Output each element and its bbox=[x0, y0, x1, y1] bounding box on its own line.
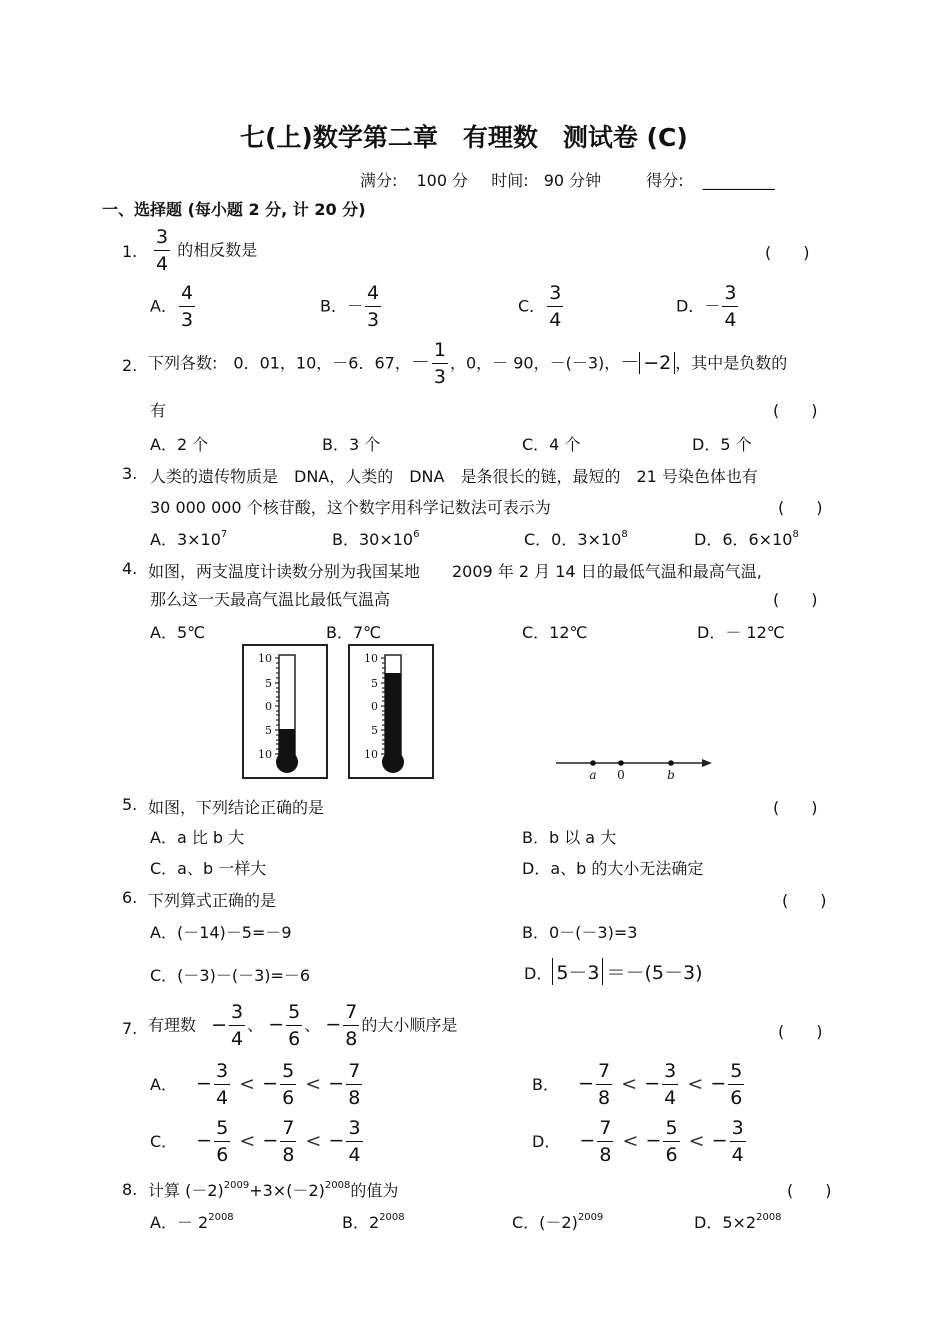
q4-option-a[interactable]: A．5℃ bbox=[150, 623, 206, 642]
q4-option-c[interactable]: C．12℃ bbox=[522, 623, 588, 642]
point-a bbox=[590, 760, 596, 766]
numline-label-b: b bbox=[667, 768, 675, 782]
q6-stem: 下列算式正确的是 bbox=[148, 891, 277, 910]
q3-option-d[interactable]: D．6．$6\times 10^8$ bbox=[694, 528, 799, 549]
t1-tick-2: 0 bbox=[265, 700, 272, 713]
q2-number: 2. bbox=[122, 356, 138, 375]
q5-option-a[interactable]: A．a 比 b 大 bbox=[150, 828, 245, 847]
section-heading: 一、选择题 (每小题 2 分, 计 20 分) bbox=[102, 200, 366, 219]
page-title: 七(上)数学第二章 有理数 测试卷 (C) bbox=[240, 123, 688, 152]
q8-stem: 计算 $(-2)^{2009}+3\times(-2)^{2008}$的值为 bbox=[148, 1179, 399, 1200]
q4-line2: 那么这一天最高气温比最低气温高 bbox=[150, 590, 391, 609]
q2-option-d[interactable]: D．5 个 bbox=[692, 435, 752, 454]
numline-label-zero: 0 bbox=[617, 768, 625, 782]
q1-option-a[interactable]: A． $\frac{4}{3}$ bbox=[150, 282, 194, 331]
numline-label-a: a bbox=[589, 768, 597, 782]
q8-option-a[interactable]: A．－ $2^{2008}$ bbox=[150, 1211, 234, 1232]
thermometer-low bbox=[243, 645, 327, 778]
q3-number: 3. bbox=[122, 464, 138, 483]
q5-option-c[interactable]: C．a、b 一样大 bbox=[150, 859, 267, 878]
t2-tick-3: 5 bbox=[371, 724, 378, 737]
q3-line2: 30 000 000 个核苷酸，这个数字用科学记数法可表示为 bbox=[150, 498, 551, 517]
q1-option-b[interactable]: B．－ $\frac{4}{3}$ bbox=[320, 282, 380, 331]
q4-line1: 如图，两支温度计读数分别为我国某地 2009 年 2 月 14 日的最低气温和最高气温, bbox=[148, 562, 762, 581]
q4-paren[interactable]: ( ) bbox=[773, 590, 818, 609]
q7-stem: 有理数 − $\frac{3}{4}$ 、 − $\frac{5}{6}$ 、 − $\frac{7}{8}$ 的大小顺序是 bbox=[148, 1001, 458, 1050]
q6-number: 6. bbox=[122, 888, 138, 907]
q5-option-b[interactable]: B．b 以 a 大 bbox=[522, 828, 617, 847]
score-label: 得分: bbox=[646, 171, 684, 190]
thermometer-high bbox=[349, 645, 433, 778]
q1-number: 1. bbox=[122, 242, 138, 261]
q8-option-d[interactable]: D．$5\times 2^{2008}$ bbox=[694, 1211, 782, 1232]
score-blank[interactable]: _________ bbox=[702, 171, 775, 190]
q3-option-a[interactable]: A．$3\times 10^7$ bbox=[150, 528, 228, 549]
q2-paren[interactable]: ( ) bbox=[773, 401, 818, 420]
t2-tick-2: 0 bbox=[371, 700, 378, 713]
t2-tick-0: 10 bbox=[364, 652, 378, 665]
q3-line1: 人类的遗传物质是 DNA，人类的 DNA 是条很长的链，最短的 21 号染色体也有 bbox=[150, 467, 758, 486]
q7-option-b[interactable]: B． − $\frac{7}{8}$ < − $\frac{3}{4}$ < − $\frac{5}{6}$ bbox=[532, 1060, 743, 1109]
q8-number: 8. bbox=[122, 1180, 138, 1199]
t1-tick-1: 5 bbox=[265, 677, 272, 690]
q3-option-b[interactable]: B．$30\times 10^6$ bbox=[332, 528, 420, 549]
figure-area bbox=[190, 640, 780, 785]
q1-option-d[interactable]: D．－ $\frac{3}{4}$ bbox=[676, 282, 737, 331]
q2-option-c[interactable]: C．4 个 bbox=[522, 435, 581, 454]
q1-paren[interactable]: ( ) bbox=[765, 243, 810, 262]
full-label: 满分: bbox=[360, 171, 398, 190]
score-info bbox=[360, 168, 775, 191]
q7-option-a[interactable]: A． − $\frac{3}{4}$ < − $\frac{5}{6}$ < − $\frac{7}{8}$ bbox=[150, 1060, 361, 1109]
t2-tick-4: 10 bbox=[364, 748, 378, 761]
q2-stem: 下列各数: 0．01，10，－6．67，－ $\frac{1}{3}$ ，0，－ 90，－(－3)，－ −2 ，其中是负数的 bbox=[148, 339, 788, 388]
q6-option-a[interactable]: A．(－14)－5=－9 bbox=[150, 923, 292, 942]
q3-option-c[interactable]: C．0．$3\times 10^8$ bbox=[524, 528, 628, 549]
q7-option-c[interactable]: C． − $\frac{5}{6}$ < − $\frac{7}{8}$ < − $\frac{3}{4}$ bbox=[150, 1117, 361, 1166]
q1-text: 的相反数是 bbox=[177, 240, 258, 260]
q1-option-c[interactable]: C． $\frac{3}{4}$ bbox=[518, 282, 562, 331]
q7-paren[interactable]: ( ) bbox=[778, 1022, 823, 1041]
q1-fraction: $\frac{3}{4}$ bbox=[156, 226, 169, 275]
q6-paren[interactable]: ( ) bbox=[782, 891, 827, 910]
q1-stem bbox=[152, 228, 257, 274]
q6-option-d[interactable]: D． 5－3 ＝－(5－3) bbox=[524, 958, 703, 985]
q4-number: 4. bbox=[122, 559, 138, 578]
q6-option-b[interactable]: B．0－(－3)=3 bbox=[522, 923, 638, 942]
q4-option-d[interactable]: D．－ 12℃ bbox=[697, 623, 785, 642]
q5-option-d[interactable]: D．a、b 的大小无法确定 bbox=[522, 859, 704, 878]
t1-tick-3: 5 bbox=[265, 724, 272, 737]
q8-paren[interactable]: ( ) bbox=[787, 1181, 832, 1200]
q2-option-b[interactable]: B．3 个 bbox=[322, 435, 381, 454]
q6-option-c[interactable]: C．(－3)－(－3)=－6 bbox=[150, 966, 311, 985]
t2-tick-1: 5 bbox=[371, 677, 378, 690]
t1-tick-0: 10 bbox=[258, 652, 272, 665]
q2-option-a[interactable]: A．2 个 bbox=[150, 435, 209, 454]
q8-option-c[interactable]: C．$(-2)^{2009}$ bbox=[512, 1211, 604, 1232]
time-label: 时间: bbox=[491, 171, 529, 190]
q5-stem: 如图，下列结论正确的是 bbox=[148, 798, 325, 817]
q3-paren[interactable]: ( ) bbox=[778, 498, 823, 517]
point-b bbox=[668, 760, 674, 766]
q7-number: 7. bbox=[122, 1019, 138, 1038]
q4-option-b[interactable]: B．7℃ bbox=[326, 623, 382, 642]
point-zero bbox=[618, 760, 624, 766]
q8-option-b[interactable]: B．$2^{2008}$ bbox=[342, 1211, 405, 1232]
t1-tick-4: 10 bbox=[258, 748, 272, 761]
q7-option-d[interactable]: D． − $\frac{7}{8}$ < − $\frac{5}{6}$ < − $\frac{3}{4}$ bbox=[532, 1117, 744, 1166]
q2-line2: 有 bbox=[150, 401, 167, 420]
q5-paren[interactable]: ( ) bbox=[773, 798, 818, 817]
time-value: 90 分钟 bbox=[543, 171, 602, 190]
number-line bbox=[556, 759, 712, 782]
q2-abs: −2 bbox=[639, 352, 675, 374]
q5-number: 5. bbox=[122, 795, 138, 814]
full-value: 100 分 bbox=[416, 171, 469, 190]
